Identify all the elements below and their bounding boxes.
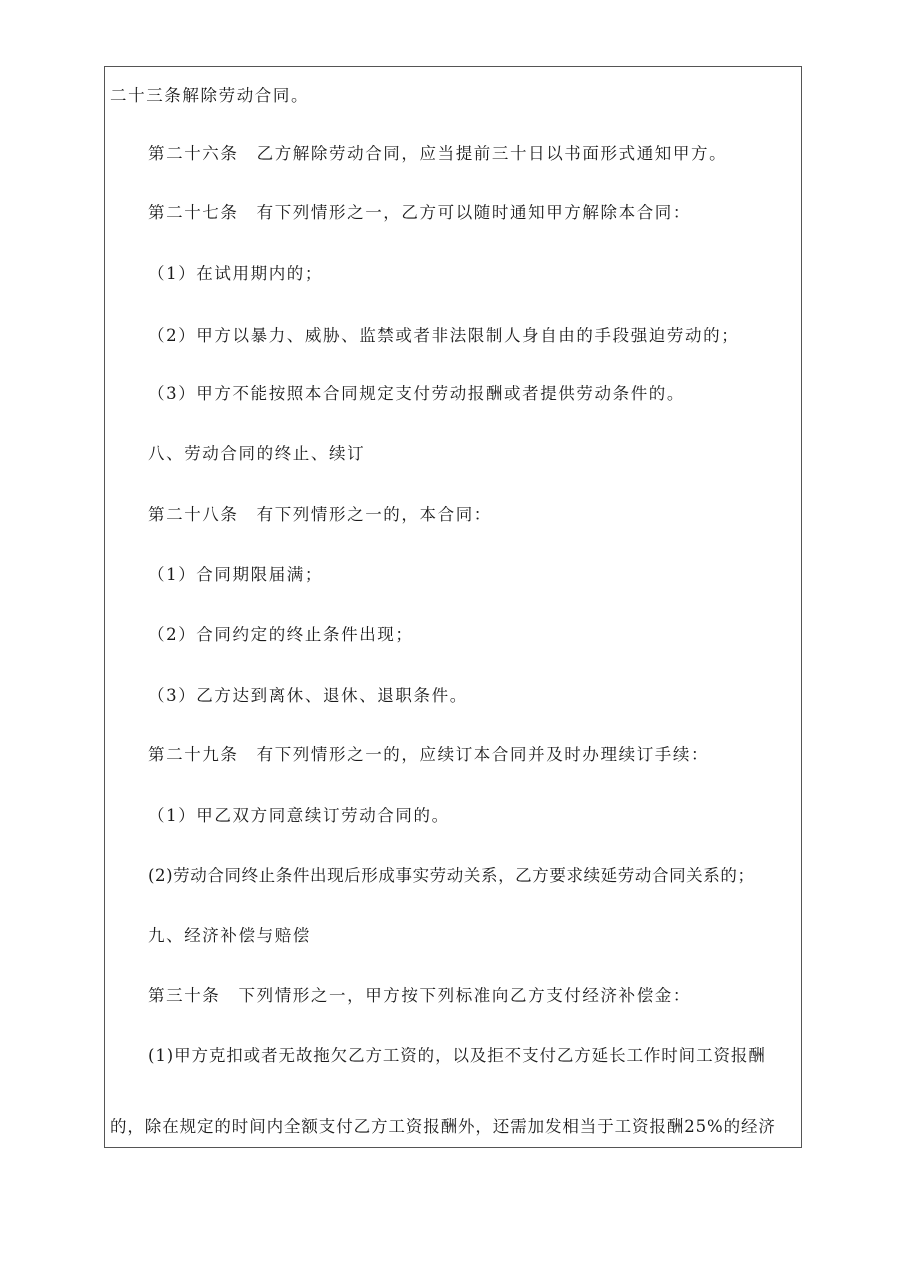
- text-line: （1）在试用期内的；: [148, 264, 323, 283]
- text-line: （2）甲方以暴力、威胁、监禁或者非法限制人身自由的手段强迫劳动的；: [148, 326, 740, 345]
- text-line: (2)劳动合同终止条件出现后形成事实劳动关系，乙方要求续延劳动合同关系的；: [148, 866, 755, 885]
- section-heading: 九、经济补偿与赔偿: [148, 926, 311, 945]
- text-line: （3）乙方达到离休、退休、退职条件。: [148, 686, 468, 705]
- text-line: （1）合同期限届满；: [148, 565, 323, 584]
- text-line: 的，除在规定的时间内全额支付乙方工资报酬外，还需加发相当于工资报酬25%的经济: [110, 1117, 776, 1136]
- text-line: 二十三条解除劳动合同。: [110, 86, 310, 105]
- text-line: 第二十七条 有下列情形之一，乙方可以随时通知甲方解除本合同：: [148, 203, 691, 222]
- text-line: 第二十六条 乙方解除劳动合同，应当提前三十日以书面形式通知甲方。: [148, 144, 728, 163]
- section-heading: 八、劳动合同的终止、续订: [148, 444, 366, 463]
- text-line: （1）甲乙双方同意续订劳动合同的。: [148, 806, 450, 825]
- text-line: 第三十条 下列情形之一，甲方按下列标准向乙方支付经济补偿金：: [148, 986, 691, 1005]
- text-line: 第二十九条 有下列情形之一的，应续订本合同并及时办理续订手续：: [148, 745, 710, 764]
- text-line: （3）甲方不能按照本合同规定支付劳动报酬或者提供劳动条件的。: [148, 384, 685, 403]
- text-line: （2）合同约定的终止条件出现；: [148, 625, 414, 644]
- text-line: (1)甲方克扣或者无故拖欠乙方工资的，以及拒不支付乙方延长工作时间工资报酬: [148, 1046, 766, 1065]
- text-line: 第二十八条 有下列情形之一的，本合同：: [148, 505, 492, 524]
